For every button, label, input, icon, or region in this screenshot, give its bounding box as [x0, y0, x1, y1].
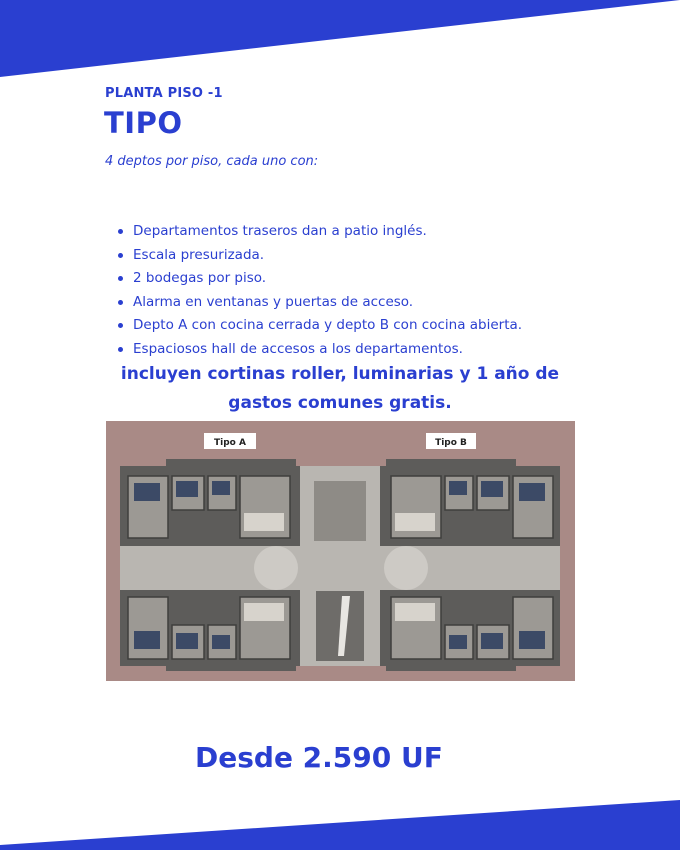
feature-text: Departamentos traseros dan a patio inglés. [133, 223, 427, 239]
bullet-icon [118, 276, 123, 281]
highlight-line-1: incluyen cortinas roller, luminarias y 1 año de [120, 364, 560, 384]
floor-plan-image [106, 421, 575, 681]
bullet-icon [118, 300, 123, 305]
feature-text: Depto A con cocina cerrada y depto B con cocina abierta. [133, 317, 523, 334]
bullet-icon [118, 347, 123, 352]
type-a-label: Tipo A [214, 438, 246, 448]
highlight-line-2: gastos comunes gratis. [228, 393, 452, 413]
highlight-text [80, 360, 600, 418]
list-item [118, 291, 522, 315]
feature-text: Alarma en ventanas y puertas de acceso. [133, 293, 414, 310]
list-item [118, 244, 522, 268]
bullet-icon [118, 323, 123, 328]
floor-subtitle: PLANTA PISO -1 [105, 86, 223, 101]
bullet-icon [118, 229, 123, 234]
page-title: TIPO [104, 106, 183, 140]
price-text: Desde 2.590 UF [195, 741, 443, 774]
list-item [118, 267, 522, 291]
list-item [118, 314, 522, 338]
list-item [118, 338, 522, 362]
bottom-blue-band [0, 800, 680, 850]
feature-text: 2 bodegas por piso. [133, 270, 267, 287]
feature-list [118, 220, 522, 362]
feature-text: Escala presurizada. [133, 246, 265, 263]
type-b-label: Tipo B [435, 438, 467, 448]
feature-text: Espaciosos hall de accesos a los departamentos. [133, 340, 463, 357]
intro-text: 4 deptos por piso, cada uno con: [105, 154, 319, 169]
bullet-icon [118, 253, 123, 258]
list-item [118, 220, 522, 244]
top-blue-band [0, 0, 680, 80]
